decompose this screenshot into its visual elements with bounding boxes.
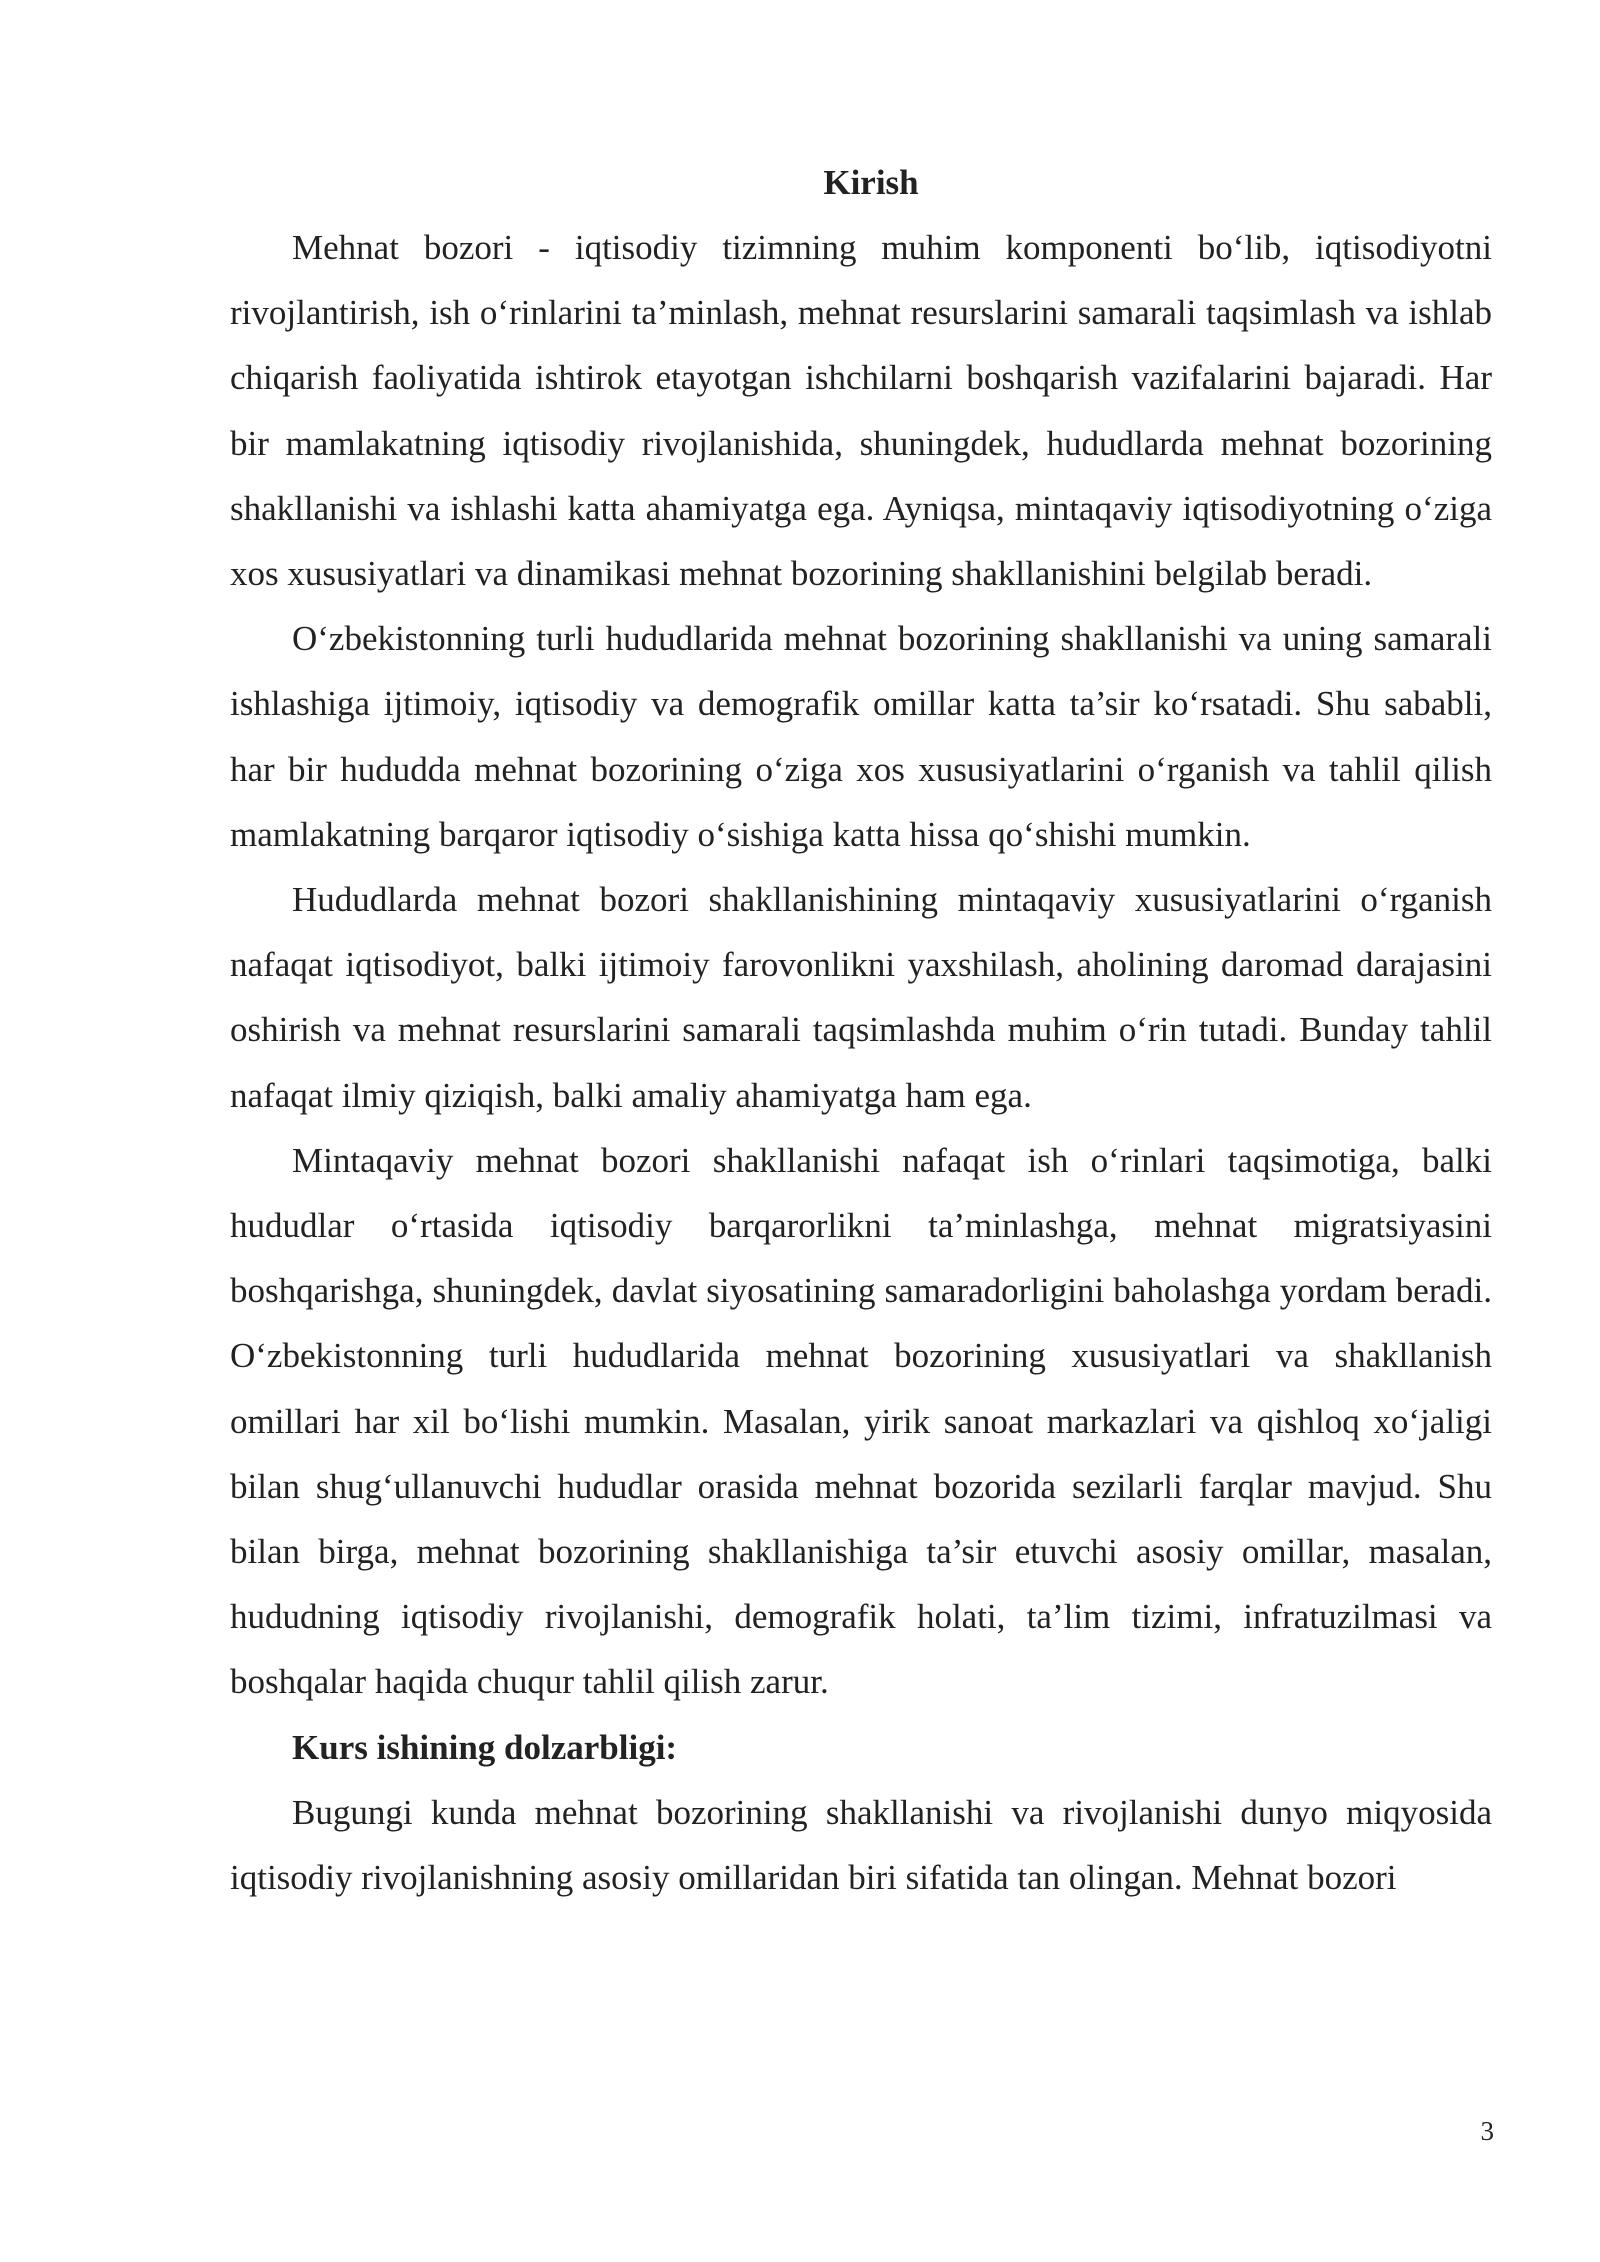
paragraph-3: Hududlarda mehnat bozori shakllanishining mintaqaviy xususiyatlarini o‘rganish nafaqat iqtisodiyot, balki ijtimoiy farovonlikni yaxshilash, aholining daromad darajasini oshirish va mehnat resurslarini samarali taqsimlashda muhim o‘rin tutadi. Bunday tahlil nafaqat ilmiy qiziqish, balki amaliy ahamiyatga ham ega. <box>230 880 1492 1115</box>
paragraph-4: Mintaqaviy mehnat bozori shakllanishi nafaqat ish o‘rinlari taqsimotiga, balki hududlar o‘rtasida iqtisodiy barqarorlikni ta’minlashga, mehnat migratsiyasini boshqarishga, shuningdek, davlat siyosatining samaradorligini baholashga yordam beradi. O‘zbekistonning turli hududlarida mehnat bozorining xususiyatlari va shakllanish omillari har xil bo‘lishi mumkin. Masalan, yirik sanoat markazlari va qishloq xo‘jaligi bilan shug‘ullanuvchi hududlar orasida mehnat bozorida sezilarli farqlar mavjud. Shu bilan birga, mehnat bozorining shakllanishiga ta’sir etuvchi asosiy omillar, masalan, hududning iqtisodiy rivojlanishi, demografik holati, ta’lim tizimi, infratuzilmasi va boshqalar haqida chuqur tahlil qilish zarur. <box>230 1140 1492 1702</box>
paragraph-2: O‘zbekistonning turli hududlarida mehnat bozorining shakllanishi va uning samarali ishlashiga ijtimoiy, iqtisodiy va demografik omillar katta ta’sir ko‘rsatadi. Shu sababli, har bir hududda mehnat bozorining o‘ziga xos xususiyatlarini o‘rganish va tahlil qilish mamlakatning barqaror iqtisodiy o‘sishiga katta hissa qo‘shishi mumkin. <box>230 619 1492 854</box>
paragraph-1: Mehnat bozori - iqtisodiy tizimning muhim komponenti bo‘lib, iqtisodiyotni rivojlantirish, ish o‘rinlarini ta’minlash, mehnat resurslarini samarali taqsimlash va ishlab chiqarish faoliyatida ishtirok etayotgan ishchilarni boshqarish vazifalarini bajaradi. Har bir mamlakatning iqtisodiy rivojlanishida, shuningdek, hududlarda mehnat bozorining shakllanishi va ishlashi katta ahamiyatga ega. Ayniqsa, mintaqaviy iqtisodiyotning o‘ziga xos xususiyatlari va dinamikasi mehnat bozorining shakllanishini belgilab beradi. <box>230 228 1492 594</box>
subsection-heading: Kurs ishining dolzarbligi: <box>292 1727 678 1767</box>
paragraph-5: Bugungi kunda mehnat bozorining shakllanishi va rivojlanishi dunyo miqyosida iqtisodiy rivojlanishning asosiy omillaridan biri sifatida tan olingan. Mehnat bozori <box>230 1792 1492 1898</box>
document-page <box>230 150 1492 1910</box>
section-heading: Kirish <box>823 163 919 202</box>
page-number: 3 <box>1480 2116 1494 2146</box>
